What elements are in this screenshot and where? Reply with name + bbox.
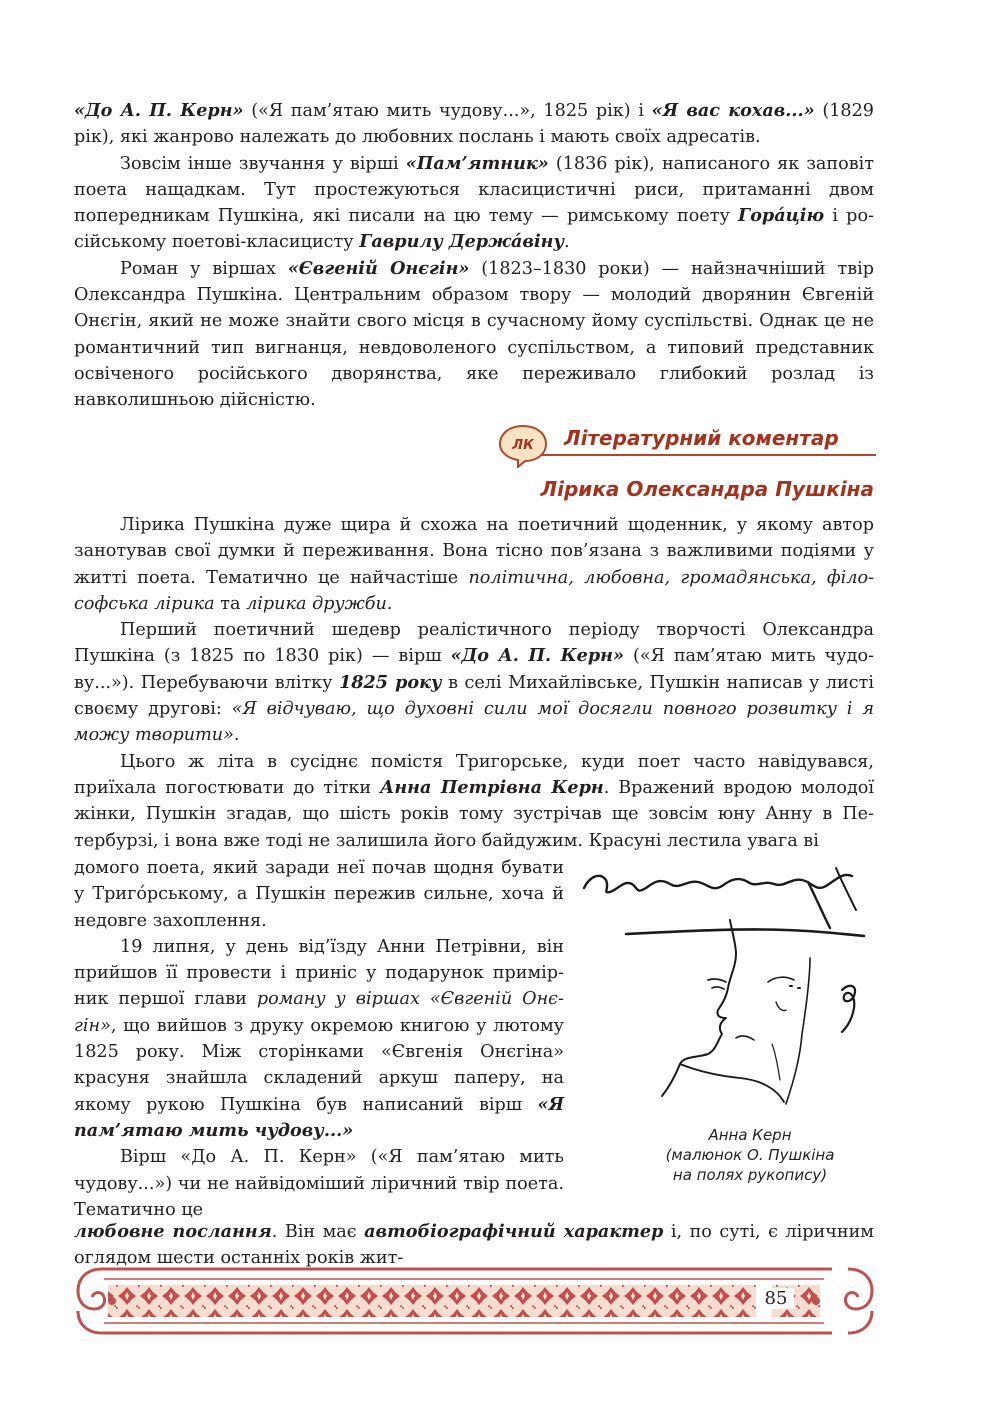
intro-text-block <box>74 98 874 414</box>
section-title: Літературний коментар <box>564 426 839 450</box>
caption-line: (малюнок О. Пушкіна <box>665 1146 835 1164</box>
section-subtitle: Лірика Олександра Пушкіна <box>540 477 874 501</box>
pushkin-sketch-of-anna-kern <box>580 858 870 1106</box>
speech-bubble-icon <box>498 424 548 468</box>
paragraph: Вірш «До А. П. Керн» («Я пам’ятаю мить чудову...») чи не найвідоміший ліричний твір поета. Тематично це <box>74 1147 564 1220</box>
wrapped-text-block <box>74 855 564 1223</box>
heading-underline <box>542 454 876 456</box>
main-text-block <box>74 512 874 854</box>
figure-caption <box>600 1125 900 1185</box>
caption-line: Анна Керн <box>708 1126 792 1144</box>
literary-commentary-heading <box>498 420 876 470</box>
paragraph: Перший поетичний шедевр реалістичного періоду творчості Олександра Пушкіна (з 1825 по 1830 рік) — вірш «До А. П. Керн» («Я пам’ятаю мить чудову...»). Перебуваючи влітку 1825 року в селі Михайлівське, Пушкін написав у листі своєму другові: «Я відчуваю, що духовні сили мої досягли повного розвитку і я можу творити». <box>74 620 875 746</box>
closing-text-line: любовне послання. Він має автобіографічний характер і, по суті, є ліричним оглядом шести останніх років жит- <box>74 1221 874 1269</box>
paragraph: «До А. П. Керн» («Я пам’ятаю мить чудову...», 1825 рік) і «Я вас кохав...» (1829 рік), які жанрово належать до любовних послань і мають своїх адресатів. <box>74 100 875 148</box>
caption-line: на полях рукопису) <box>672 1166 828 1184</box>
page-number: 85 <box>758 1288 794 1309</box>
paragraph: 19 липня, у день від’їзду Анни Петрівни, він прийшов її провести і приніс у подарунок примірник першої глави роману у віршах «Євгеній Онєгін», що вийшов з друку окремою книгою у лютому 1825 року. Між сторінками «Євгенія Онєгіна» красуня знайшла складений аркуш паперу, на якому рукою Пушкіна був написаний вірш «Я пам’ятаю мить чудову...» <box>74 936 564 1141</box>
paragraph: Лірика Пушкіна дуже щира й схожа на поетичний щоденник, у якому автор занотував свої думки й переживання. Вона тісно пов’язана з важливими подіями у житті поета. Тематично це найчастіше політична, любовна, громадянська, філософська лірика та лірика дружби. <box>74 515 874 614</box>
paragraph: Роман у віршах «Євгеній Онєгін» (1823–1830 роки) — найзначніший твір Олександра Пушкіна. Центральним образом твору — молодий дворянин Євгеній Онєгін, який не може знайти свого місця в сучасному йому суспільстві. Однак це не романтичний тип вигнанця, невдоволеного суспільством, а типовий представник освіченого російського дворянства, яке переживало глибокий розлад із навколишньою дійсністю. <box>74 257 874 411</box>
paragraph: Цього ж літа в сусіднє помістя Тригорське, куди поет часто навідувався, приїхала погостювати до тітки Анна Петрівна Керн. Вражений вродою молодої жінки, Пушкін згадав, що шість років тому зустрічав ще зовсім юну Анну в Петербурзі, і вона вже тоді не залишила його байдужим. Красуні лестила увага ві <box>74 751 875 851</box>
paragraph: домого поета, який заради неї почав щодня бувати у Тригóрському, а Пушкін пережив сильне, хоча й недовге захоплення. <box>74 858 564 931</box>
badge-label: ЛК <box>512 438 534 453</box>
paragraph: Зовсім інше звучання у вірші «Пам’ятник» (1836 рік), написаного як заповіт поета нащадкам. Тут простежуються класицистичні риси, притаманні двом попередникам Пушкіна, які писали на цю тему — римському поету Горáцію і російському поетові-класицисту Гаврилу Держáвіну. <box>74 152 874 253</box>
